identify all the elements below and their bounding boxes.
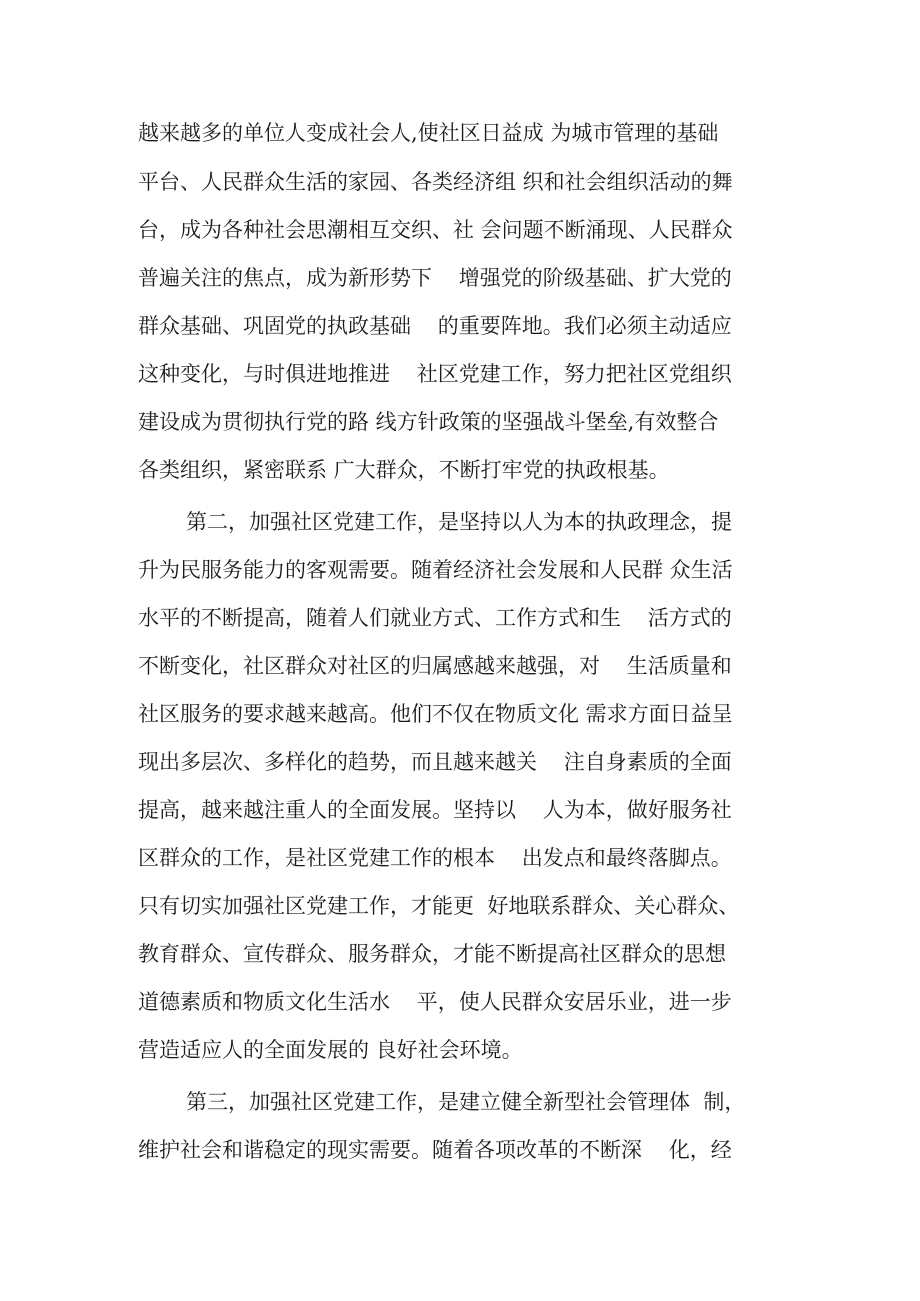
text-line: 这种变化，与时俱进地推进 社区党建工作，努力把社区党组织 (138, 362, 732, 386)
text-line: 群众基础、巩固党的执政基础 的重要阵地。我们必须主动适应 (138, 314, 732, 338)
text-line: 教育群众、宣传群众、服务群众，才能不断提高社区群众的思想 (138, 942, 726, 966)
text-line: 不断变化，社区群众对社区的归属感越来越强，对 生活质量和 (138, 654, 732, 678)
text-line: 升为民服务能力的客观需要。随着经济社会发展和人民群 众生活 (138, 558, 733, 582)
text-line: 区群众的工作，是社区党建工作的根本 出发点和最终落脚点。 (138, 846, 732, 870)
text-line: 建设成为贯彻执行党的路 线方针政策的坚强战斗堡垒,有效整合 (138, 410, 719, 434)
text-line: 平台、人民群众生活的家园、各类经济组 织和社会组织活动的舞 (138, 170, 733, 194)
text-line: 普遍关注的焦点，成为新形势下 增强党的阶级基础、扩大党的 (138, 266, 732, 290)
text-line: 营造适应人的全面发展的 良好社会环境。 (138, 1038, 523, 1062)
text-line: 社区服务的要求越来越高。他们不仅在物质文化 需求方面日益呈 (138, 702, 733, 726)
text-line: 各类组织，紧密联系 广大群众，不断打牢党的执政根基。 (138, 458, 670, 482)
paragraph-start: 第三，加强社区党建工作，是建立健全新型社会管理体 制， (186, 1090, 746, 1114)
text-line: 道德素质和物质文化生活水 平，使人民群众安居乐业，进一步 (138, 990, 732, 1014)
paragraph-start: 第二，加强社区党建工作，是坚持以人为本的执政理念，提 (186, 510, 732, 534)
text-line: 台，成为各种社会思潮相互交织、社 会问题不断涌现、人民群众 (138, 218, 733, 242)
text-line: 水平的不断提高，随着人们就业方式、工作方式和生 活方式的 (138, 606, 732, 630)
text-line: 现出多层次、多样化的趋势，而且越来越关 注自身素质的全面 (138, 750, 732, 774)
text-line: 维护社会和谐稳定的现实需要。随着各项改革的不断深 化，经 (138, 1138, 732, 1162)
text-line: 提高，越来越注重人的全面发展。坚持以 人为本，做好服务社 (138, 798, 732, 822)
text-line: 只有切实加强社区党建工作，才能更 好地联系群众、关心群众、 (138, 894, 740, 918)
text-line: 越来越多的单位人变成社会人,使社区日益成 为城市管理的基础 (138, 121, 719, 145)
